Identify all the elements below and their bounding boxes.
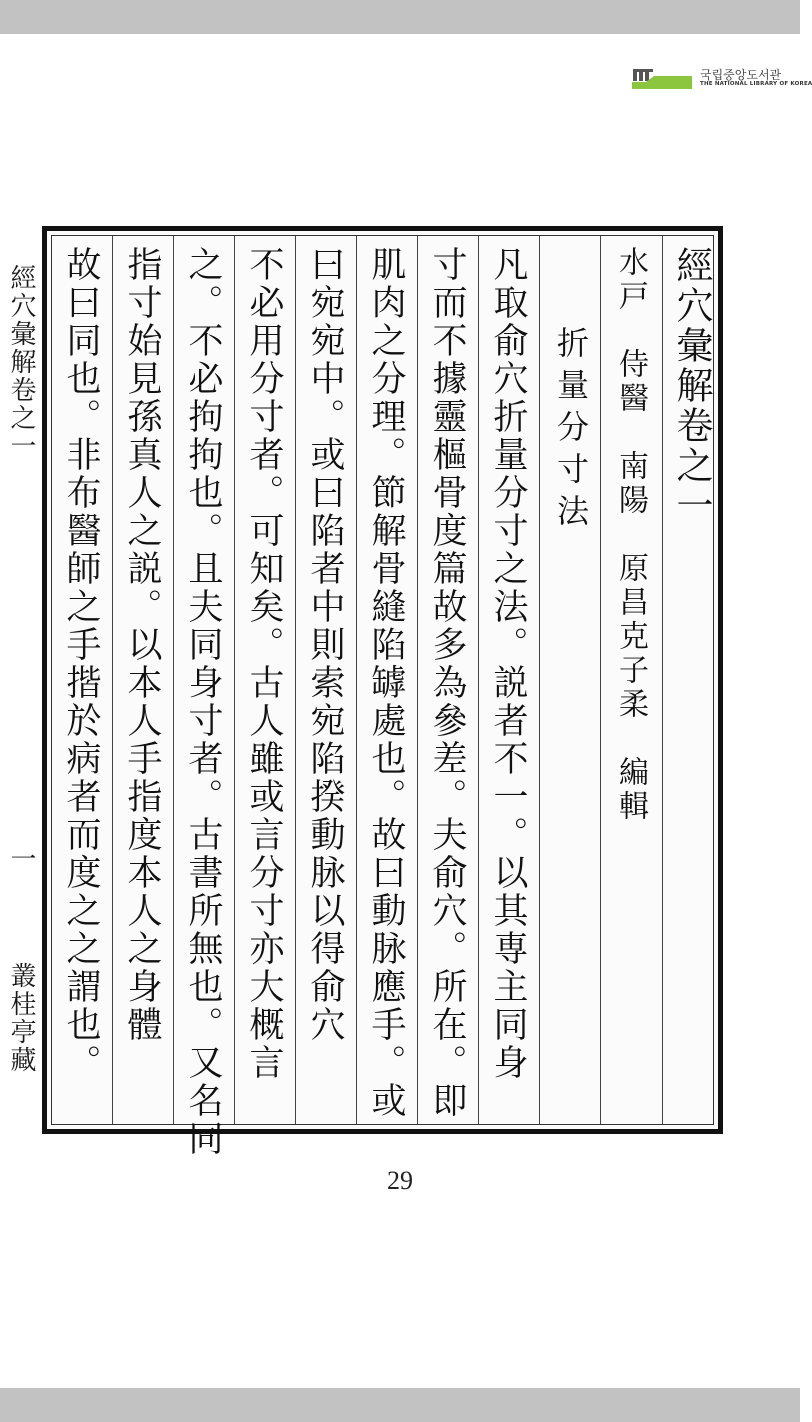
library-name-english: THE NATIONAL LIBRARY OF KOREA (700, 81, 812, 87)
page-number: 29 (387, 1166, 413, 1195)
column-rule (478, 236, 479, 1124)
text-column-author: 水戸 侍醫 南陽 原昌克子柔 編輯 (613, 246, 648, 824)
column-rule (112, 236, 113, 1124)
column-rule (417, 236, 418, 1124)
text-column: 指寸始見孫真人之説。以本人手指度本人之身體 (122, 246, 162, 1044)
spine-collection-mark: 叢桂亭藏 (6, 962, 36, 1074)
spine-title: 經穴彙解卷之一 (6, 264, 36, 460)
column-rule (600, 236, 601, 1124)
column-rule (662, 236, 663, 1124)
column-rule (539, 236, 540, 1124)
spine-leaf-number: 一 (6, 845, 36, 873)
page-frame (42, 226, 723, 1158)
column-rule (295, 236, 296, 1124)
bottom-navigation-bar (0, 1388, 800, 1422)
column-rule (234, 236, 235, 1124)
text-column: 寸而不據靈樞骨度篇故多為參差。夫俞穴。所在。即 (427, 246, 467, 1120)
text-column: 不必用分寸者。可知矣。古人雖或言分寸亦大概言 (244, 246, 284, 1082)
text-column-title: 經穴彙解卷之一 (670, 246, 713, 526)
page-frame-inner (51, 235, 714, 1158)
text-column: 凡取俞穴折量分寸之法。説者不一。以其専主同身 (488, 246, 528, 1082)
text-column-section-heading: 折量分寸法 (552, 326, 590, 536)
library-logo-icon (632, 68, 692, 90)
text-column: 之。不必拘拘也。且夫同身寸者。古書所無也。又名同 (183, 246, 223, 1158)
column-rule (173, 236, 174, 1124)
library-logo (632, 66, 812, 92)
library-name-korean: 국립중앙도서관 (700, 68, 782, 82)
text-column: 肌肉之分理。節解骨縫陷罅處也。故曰動脉應手。或 (366, 246, 406, 1120)
text-column: 故曰同也。非布醫師之手揩於病者而度之之謂也。 (61, 246, 101, 1082)
text-column: 曰宛宛中。或曰陷者中則索宛陷揆動脉以得俞穴 (305, 246, 345, 1044)
column-rule (356, 236, 357, 1124)
top-status-bar (0, 0, 800, 34)
